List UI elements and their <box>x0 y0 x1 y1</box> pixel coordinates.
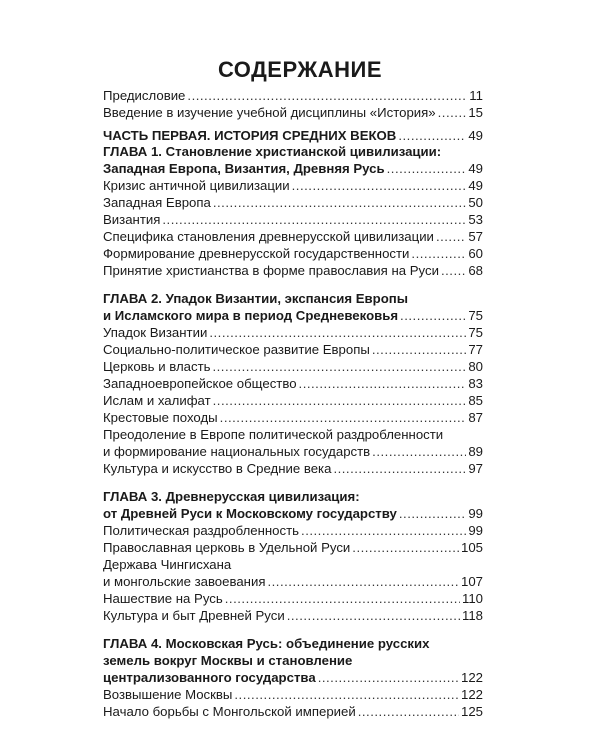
toc-entry-intro[interactable] <box>103 104 483 121</box>
toc-entry[interactable] <box>103 607 483 624</box>
toc-entry-chapter-1[interactable] <box>103 160 483 177</box>
dot-leader <box>399 505 466 522</box>
toc-entry-line-1[interactable]: Преодоление в Европе политической раздробленности <box>103 427 444 442</box>
page-number: 49 <box>468 161 483 176</box>
toc-entry[interactable] <box>103 703 483 720</box>
dot-leader <box>213 392 467 409</box>
toc-entry-chapter-4[interactable] <box>103 669 483 686</box>
toc-entry[interactable] <box>103 590 483 607</box>
toc-entry[interactable] <box>103 194 483 211</box>
toc-entry-chapter-2[interactable] <box>103 307 483 324</box>
dot-leader <box>212 358 466 375</box>
dot-leader <box>333 460 466 477</box>
toc-entry-chapter-3[interactable] <box>103 505 483 522</box>
toc-entry-preface[interactable] <box>103 87 483 104</box>
dot-leader <box>411 245 466 262</box>
chapter-4-title-line-1[interactable]: ГЛАВА 4. Московская Русь: объединение русских <box>103 636 430 651</box>
entry-title: Принятие христианства в форме православия на Руси <box>103 263 439 278</box>
dot-leader <box>318 669 459 686</box>
chapter-title: и Исламского мира в период Средневековья <box>103 308 399 323</box>
page-number: 15 <box>468 105 483 120</box>
toc-entry[interactable] <box>103 245 483 262</box>
dot-leader <box>299 375 467 392</box>
toc-entry[interactable] <box>103 522 483 539</box>
entry-title: Кризис античной цивилизации <box>103 178 290 193</box>
dot-leader <box>301 522 466 539</box>
dot-leader <box>372 443 466 460</box>
entry-title: Социально-политическое развитие Европы <box>103 342 370 357</box>
toc-entry[interactable] <box>103 409 483 426</box>
page-number: 68 <box>468 263 483 278</box>
toc-entry[interactable] <box>103 375 483 392</box>
entry-title: и монгольские завоевания <box>103 574 266 589</box>
entry-title: Западноевропейское общество <box>103 376 297 391</box>
dot-leader <box>209 324 466 341</box>
chapter-4-title-line-2[interactable]: земель вокруг Москвы и становление <box>103 653 353 668</box>
page-number: 97 <box>468 461 483 476</box>
page-number: 125 <box>460 704 483 719</box>
page-number: 110 <box>461 591 483 606</box>
dot-leader <box>267 573 459 590</box>
toc-entry[interactable] <box>103 341 483 358</box>
toc-entry[interactable] <box>103 324 483 341</box>
chapter-title: централизованного государства <box>103 670 316 685</box>
page-number: 80 <box>468 359 483 374</box>
toc-entry[interactable] <box>103 443 483 460</box>
dot-leader <box>438 104 467 121</box>
dot-leader <box>400 307 466 324</box>
entry-title: Упадок Византии <box>103 325 208 340</box>
page-number: 50 <box>468 195 483 210</box>
part-title: ЧАСТЬ ПЕРВАЯ. ИСТОРИЯ СРЕДНИХ ВЕКОВ <box>103 128 397 143</box>
toc-entry[interactable] <box>103 228 483 245</box>
entry-title: Византия <box>103 212 161 227</box>
entry-title: Культура и быт Древней Руси <box>103 608 285 623</box>
toc-entry[interactable] <box>103 358 483 375</box>
entry-title: Политическая раздробленность <box>103 523 300 538</box>
dot-leader <box>441 262 466 279</box>
dot-leader <box>213 194 466 211</box>
chapter-title: Западная Европа, Византия, Древняя Русь <box>103 161 385 176</box>
dot-leader <box>372 341 467 358</box>
page-number: 60 <box>468 246 483 261</box>
page-number: 49 <box>468 178 483 193</box>
page-number: 122 <box>460 687 483 702</box>
page-number: 99 <box>468 523 483 538</box>
toc-entry-part-1[interactable] <box>103 127 483 144</box>
chapter-title: от Древней Руси к Московскому государству <box>103 506 397 521</box>
entry-title: Возвышение Москвы <box>103 687 233 702</box>
entry-title: Культура и искусство в Средние века <box>103 461 332 476</box>
entry-title: Западная Европа <box>103 195 211 210</box>
dot-leader <box>352 539 459 556</box>
toc-entry[interactable] <box>103 573 483 590</box>
page-title: СОДЕРЖАНИЕ <box>217 57 383 82</box>
page-number: 11 <box>469 88 483 103</box>
page-number: 89 <box>468 444 483 459</box>
page-number: 87 <box>468 410 483 425</box>
toc-entry-line-1[interactable]: Держава Чингисхана <box>103 557 232 572</box>
dot-leader <box>436 228 466 245</box>
dot-leader <box>187 87 467 104</box>
dot-leader <box>292 177 467 194</box>
toc-entry[interactable] <box>103 392 483 409</box>
toc-entry[interactable] <box>103 211 483 228</box>
entry-title: Формирование древнерусской государственности <box>103 246 410 261</box>
toc-entry[interactable] <box>103 539 483 556</box>
dot-leader <box>234 686 459 703</box>
chapter-1-title-line-1[interactable]: ГЛАВА 1. Становление христианской цивилизации: <box>103 144 442 159</box>
dot-leader <box>358 703 459 720</box>
dot-leader <box>387 160 467 177</box>
entry-title: Православная церковь в Удельной Руси <box>103 540 351 555</box>
dot-leader <box>162 211 466 228</box>
page-number: 122 <box>460 670 483 685</box>
entry-title: Крестовые походы <box>103 410 218 425</box>
entry-title: и формирование национальных государств <box>103 444 371 459</box>
entry-title: Церковь и власть <box>103 359 211 374</box>
toc-entry[interactable] <box>103 686 483 703</box>
page-number: 75 <box>468 325 483 340</box>
page-number: 107 <box>460 574 483 589</box>
dot-leader <box>287 607 460 624</box>
dot-leader <box>225 590 460 607</box>
entry-title: Начало борьбы с Монгольской империей <box>103 704 356 719</box>
toc-entry[interactable] <box>103 177 483 194</box>
entry-title: Специфика становления древнерусской цивилизации <box>103 229 434 244</box>
page-number: 85 <box>468 393 483 408</box>
page-number: 83 <box>468 376 483 391</box>
entry-title: Введение в изучение учебной дисциплины «История» <box>103 105 436 120</box>
page-number: 105 <box>460 540 483 555</box>
dot-leader <box>398 127 466 144</box>
page-number: 77 <box>468 342 483 357</box>
chapter-2-title-line-1[interactable]: ГЛАВА 2. Упадок Византии, экспансия Европы <box>103 291 408 306</box>
toc-entry[interactable] <box>103 262 483 279</box>
page-number: 118 <box>461 608 483 623</box>
page-number: 53 <box>468 212 483 227</box>
page-number: 99 <box>468 506 483 521</box>
toc-entry[interactable] <box>103 460 483 477</box>
page-number: 75 <box>468 308 483 323</box>
entry-title: Нашествие на Русь <box>103 591 223 606</box>
entry-title: Предисловие <box>103 88 186 103</box>
chapter-3-title-line-1[interactable]: ГЛАВА 3. Древнерусская цивилизация: <box>103 489 360 504</box>
page-number: 49 <box>468 128 483 143</box>
page-number: 57 <box>468 229 483 244</box>
dot-leader <box>220 409 467 426</box>
entry-title: Ислам и халифат <box>103 393 211 408</box>
